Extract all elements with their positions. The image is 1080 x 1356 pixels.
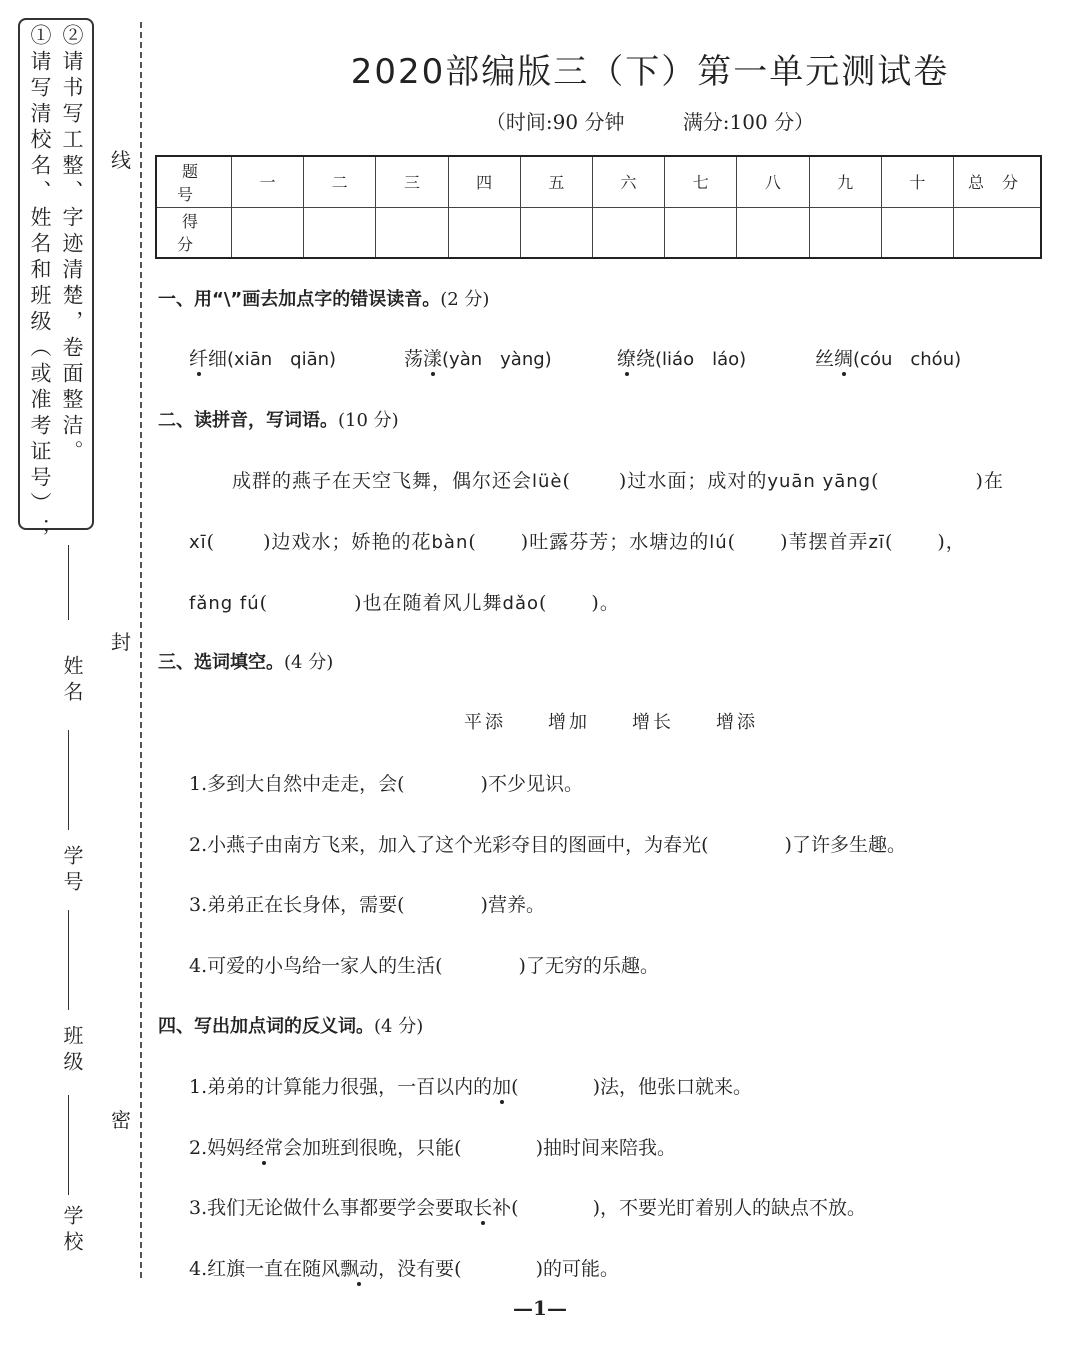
- seal-char-seal: 封: [111, 630, 131, 654]
- q2-blank-open: (: [562, 470, 571, 492]
- q3-item-text: )不少见识。: [480, 773, 583, 795]
- q1-item: [617, 344, 746, 371]
- score-cell[interactable]: [376, 207, 448, 258]
- q1-char: 细: [208, 348, 228, 370]
- q4-heading-text: 四、写出加点词的反义词。: [158, 1016, 374, 1037]
- col-header: 五: [520, 156, 592, 207]
- q2-line-2: [189, 527, 966, 554]
- score-cell-total[interactable]: [954, 207, 1042, 258]
- q3-item: [189, 951, 659, 978]
- q1-pinyin-options[interactable]: (xiān qiān): [227, 349, 337, 370]
- q2-blank-open: (: [206, 531, 216, 553]
- q3-item-text: )了无穷的乐趣。: [518, 955, 659, 977]
- q2-heading-text: 二、读拼音，写词语。: [158, 410, 338, 431]
- q4-item-text: 3.我们无论做什么事都要学会要取: [189, 1197, 474, 1219]
- col-header: 三: [376, 156, 448, 207]
- page-title: 2020部编版三（下）第一单元测试卷: [350, 52, 950, 92]
- q2-blank-open: (: [468, 531, 477, 553]
- q1-char: 绕: [636, 348, 656, 370]
- score-cell[interactable]: [881, 207, 953, 258]
- q4-points: (4 分): [374, 1016, 424, 1037]
- q2-blank-open: (: [871, 470, 880, 492]
- q2-pinyin: yuān yāng: [767, 471, 872, 492]
- score-cell[interactable]: [809, 207, 881, 258]
- q2-line-3: [189, 588, 620, 615]
- q3-word-option: 平添: [464, 712, 506, 733]
- seal-char-secret: 密: [111, 1108, 131, 1132]
- score-cell[interactable]: [232, 207, 304, 258]
- q3-item-text: 2.小燕子由南方飞来，加入了这个光彩夺目的图画中，为春光(: [189, 834, 709, 856]
- name-field-line[interactable]: [68, 545, 69, 620]
- q3-item: [189, 830, 906, 857]
- score-cell[interactable]: [737, 207, 809, 258]
- q2-text: )。: [591, 592, 620, 614]
- q4-item-text: 会加班到很晚，只能(: [283, 1137, 462, 1159]
- q4-dotted-word: 飘动: [340, 1258, 379, 1280]
- student-id-label: 学号: [60, 845, 84, 897]
- notice-line-2: ②请书写工整、字迹清楚，卷面整洁。: [60, 24, 84, 466]
- score-cell[interactable]: [592, 207, 664, 258]
- col-header: 二: [304, 156, 376, 207]
- q4-item-text: )的可能。: [535, 1258, 619, 1280]
- q2-pinyin: dǎo: [502, 593, 539, 614]
- score-table-score-row: [156, 207, 1041, 258]
- q1-points: (2 分): [440, 289, 490, 310]
- q4-item: [189, 1133, 676, 1160]
- q3-heading: [158, 648, 333, 674]
- q2-text: )在: [975, 470, 1004, 492]
- q2-text: )也在随着风儿舞: [354, 592, 503, 614]
- q4-dotted-word: 加: [492, 1076, 512, 1098]
- q1-item: [404, 344, 552, 371]
- q4-item-text: )，不要光盯着别人的缺点不放。: [592, 1197, 866, 1219]
- binding-dashed-line: [140, 22, 142, 1278]
- q2-line-1: [232, 466, 1004, 493]
- question-number-label: 题号: [156, 156, 232, 207]
- q4-item-text: ，没有要(: [378, 1258, 462, 1280]
- score-table-header-row: [156, 156, 1041, 207]
- school-field-line[interactable]: [68, 1095, 69, 1195]
- exam-time: （时间:90 分钟: [485, 110, 625, 134]
- score-cell[interactable]: [448, 207, 520, 258]
- q1-char: 丝: [815, 348, 835, 370]
- q3-points: (4 分): [284, 652, 334, 673]
- q4-item-text: 补(: [492, 1197, 519, 1219]
- q4-item-text: 4.红旗一直在随风: [189, 1258, 341, 1280]
- q4-item: [189, 1193, 866, 1220]
- q2-blank-open: (: [884, 531, 894, 553]
- col-header: 九: [809, 156, 881, 207]
- q1-item: [189, 344, 336, 371]
- q1-char: 荡: [404, 348, 424, 370]
- q2-blank-open: (: [538, 592, 548, 614]
- q3-word-option: 增加: [548, 712, 590, 733]
- q3-word-option: 增长: [632, 712, 674, 733]
- exam-info: [250, 106, 1050, 135]
- q4-dotted-word: 经常: [245, 1137, 284, 1159]
- school-field-label: 学校: [60, 1205, 84, 1257]
- q4-item: [189, 1072, 752, 1099]
- score-cell[interactable]: [520, 207, 592, 258]
- q4-item-text: (: [511, 1076, 519, 1098]
- notice-line-1: ①请写清校名、姓名和班级（或准考证号）；: [28, 24, 52, 544]
- q2-text: )，: [937, 531, 966, 553]
- exam-full-score: 满分:100 分）: [682, 110, 815, 134]
- q1-heading-text: 一、用“\”画去加点字的错误读音。: [158, 289, 441, 310]
- q3-word-option: 增添: [716, 712, 758, 733]
- q1-item: [815, 344, 961, 371]
- q4-item-text: 1.弟弟的计算能力很强，一百以内的: [189, 1076, 493, 1098]
- q1-heading: [158, 285, 489, 311]
- q2-text: )边戏水；娇艳的花: [263, 531, 432, 553]
- q3-item: [189, 769, 583, 796]
- q1-pinyin-options[interactable]: (yàn yàng): [442, 349, 552, 370]
- q1-dotted-char: 缭: [617, 348, 637, 370]
- q3-item-text: 4.可爱的小鸟给一家人的生活(: [189, 955, 443, 977]
- score-label: 得分: [156, 207, 232, 258]
- q1-dotted-char: 纤: [189, 348, 209, 370]
- q4-item-text: 2.妈妈: [189, 1137, 246, 1159]
- page-number: —1—: [513, 1296, 567, 1320]
- q2-pinyin: zī: [868, 532, 885, 553]
- q3-item-text: 3.弟弟正在长身体，需要(: [189, 894, 405, 916]
- q1-dotted-char: 绸: [834, 348, 854, 370]
- q2-heading: [158, 406, 399, 432]
- name-field-label: 姓名: [60, 655, 84, 707]
- q2-pinyin: lüè: [532, 471, 563, 492]
- class-field-label: 班级: [60, 1025, 84, 1077]
- q2-pinyin: bàn: [431, 532, 469, 553]
- col-header: 十: [881, 156, 953, 207]
- q2-pinyin: fǎng fú: [189, 593, 260, 614]
- class-field-line[interactable]: [68, 910, 69, 1010]
- q3-heading-text: 三、选词填空。: [158, 652, 284, 673]
- id-field-line-top[interactable]: [68, 730, 69, 830]
- col-header: 四: [448, 156, 520, 207]
- score-table: [155, 155, 1042, 259]
- col-header: 一: [232, 156, 304, 207]
- q2-text: )过水面；成对的: [618, 470, 768, 492]
- q3-word-bank: [464, 708, 758, 734]
- q2-pinyin: xī: [189, 532, 207, 553]
- q4-heading: [158, 1012, 423, 1038]
- q2-blank-open: (: [727, 531, 737, 553]
- q1-dotted-char: 漾: [423, 348, 443, 370]
- q1-pinyin-options[interactable]: (liáo láo): [655, 349, 747, 370]
- q3-item-text: )了许多生趣。: [784, 834, 906, 856]
- q4-item-text: )抽时间来陪我。: [535, 1137, 676, 1159]
- col-header: 六: [592, 156, 664, 207]
- q2-text: 成群的燕子在天空飞舞，偶尔还会: [232, 470, 533, 492]
- q3-item-text: )营养。: [480, 894, 545, 916]
- q1-pinyin-options[interactable]: (cóu chóu): [853, 349, 962, 370]
- col-header: 七: [665, 156, 737, 207]
- q3-item-text: 1.多到大自然中走走，会(: [189, 773, 405, 795]
- q3-item: [189, 890, 545, 917]
- q4-dotted-word: 长: [473, 1197, 493, 1219]
- q2-blank-open: (: [259, 592, 269, 614]
- col-header: 八: [737, 156, 809, 207]
- seal-char-line: 线: [111, 148, 131, 172]
- score-cell[interactable]: [304, 207, 376, 258]
- q2-points: (10 分): [338, 410, 399, 431]
- q2-text: )吐露芬芳；水塘边的: [520, 531, 710, 553]
- score-cell[interactable]: [665, 207, 737, 258]
- q2-text: )苇摆首弄: [780, 531, 869, 553]
- col-header-total: 总分: [954, 156, 1042, 207]
- q4-item-text: )法，他张口就来。: [592, 1076, 752, 1098]
- q2-pinyin: lú: [709, 532, 728, 553]
- q4-item: [189, 1254, 619, 1281]
